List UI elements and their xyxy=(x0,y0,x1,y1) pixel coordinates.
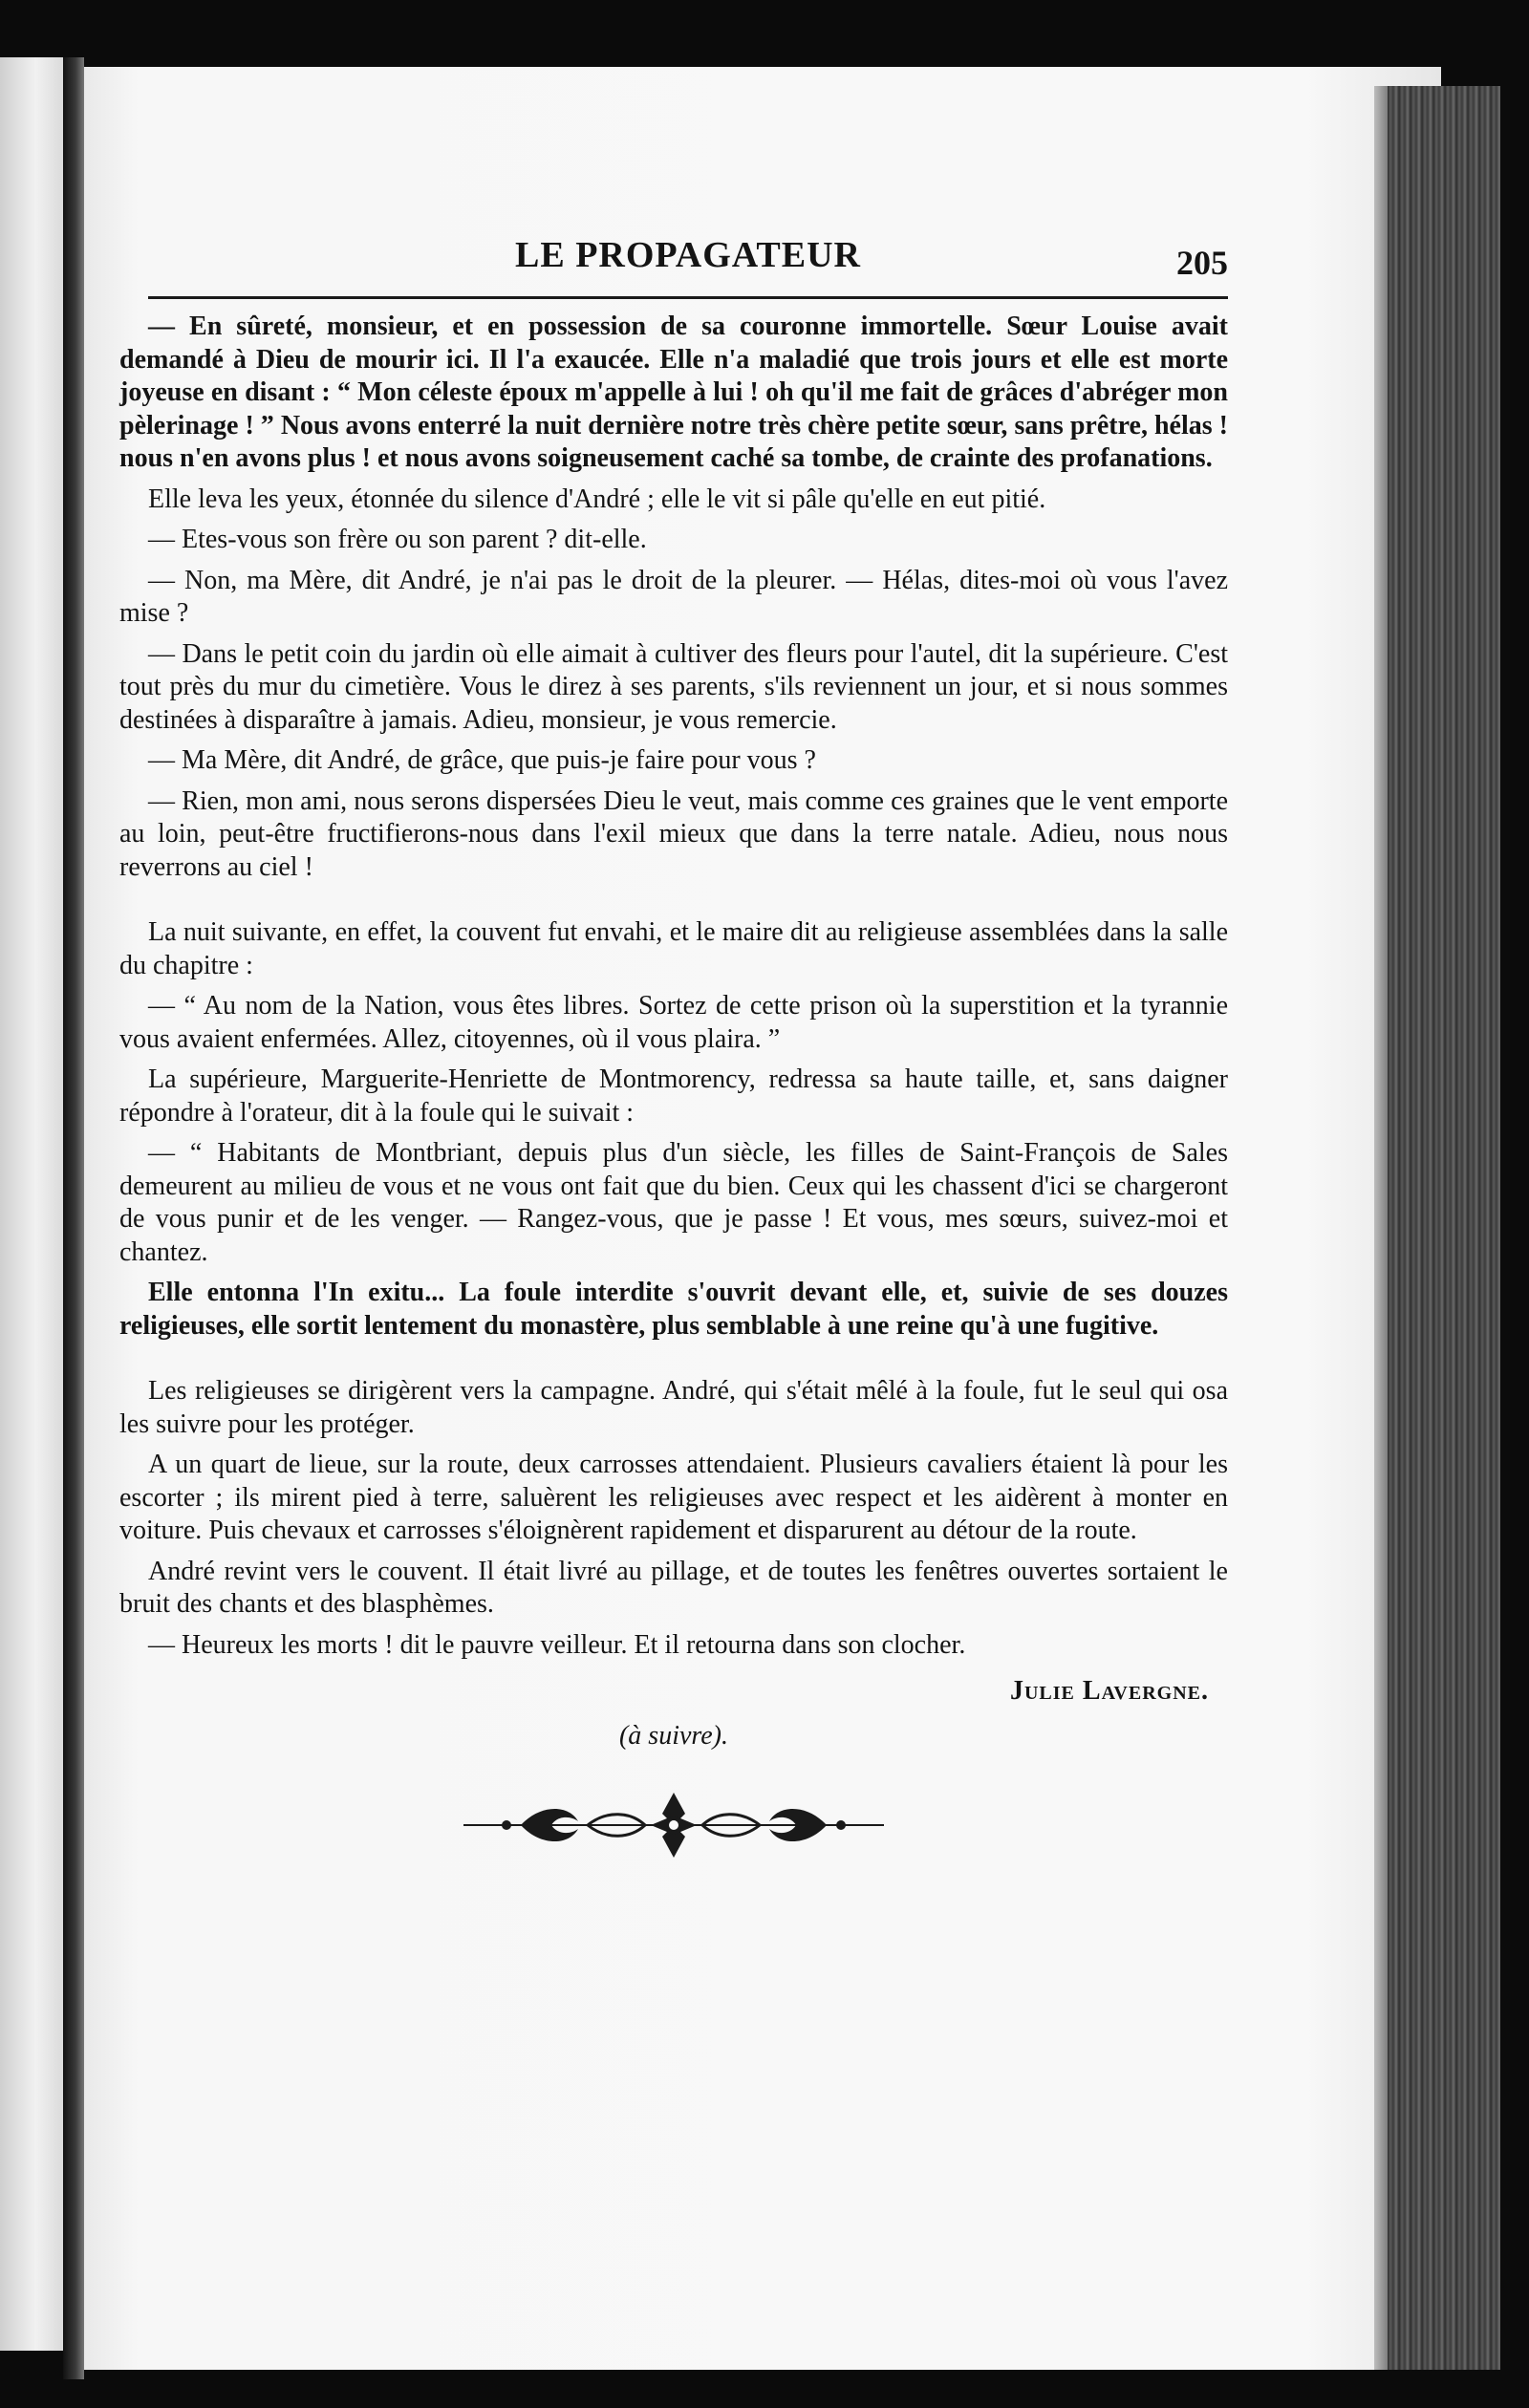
left-page-edge xyxy=(0,57,65,2351)
gutter-shadow xyxy=(63,57,84,2379)
paragraph: Les religieuses se dirigèrent vers la campagne. André, qui s'était mêlé à la foule, fut le seul qui osa les suivre pour les protéger. xyxy=(119,1376,1228,1439)
page-number: 205 xyxy=(1176,244,1228,282)
paragraph: — “ Habitants de Montbriant, depuis plus d'un siècle, les filles de Saint-François de Sales demeurent au milieu de vous et ne vous ont fait que du bien. Ceux qui les chassent d'ici se chargeront de vous punir et de les venger. — Rangez-vous, que je passe ! Et vous, mes sœurs, suivez-moi et chantez. xyxy=(119,1138,1228,1267)
article-body xyxy=(119,311,1228,1662)
paragraph: Elle entonna l'In exitu... La foule interdite s'ouvrit devant elle, et, suivie de ses douzes religieuses, elle sortit lentement du monastère, plus semblable à une reine qu'à une fugitive. xyxy=(119,1278,1228,1341)
paragraph: La nuit suivante, en effet, la couvent fut envahi, et le maire dit au religieuse assemblées dans la salle du chapitre : xyxy=(119,917,1228,980)
running-title: LE PROPAGATEUR xyxy=(515,235,861,275)
running-header xyxy=(148,235,1228,299)
paragraph: Elle leva les yeux, étonnée du silence d'André ; elle le vit si pâle qu'elle en eut pitié. xyxy=(148,484,1046,514)
paragraph: André revint vers le couvent. Il était livré au pillage, et de toutes les fenêtres ouvertes sortaient le bruit des chants et des blasphèmes. xyxy=(119,1556,1228,1619)
paragraph: A un quart de lieue, sur la route, deux carrosses attendaient. Plusieurs cavaliers étaient là pour les escorter ; ils mirent pied à terre, saluèrent les religieuses avec respect et les aidèrent à monter en voiture. Puis chevaux et carrosses s'éloignèrent rapidement et disparurent au détour de la route. xyxy=(119,1450,1228,1545)
page-content xyxy=(119,235,1228,1863)
paragraph: — “ Au nom de la Nation, vous êtes libres. Sortez de cette prison où la superstition et la tyrannie vous avaient enfermées. Allez, citoyennes, où il vous plaira. ” xyxy=(119,991,1228,1054)
section-gap xyxy=(119,892,1228,916)
paragraph: — Dans le petit coin du jardin où elle aimait à cultiver des fleurs pour l'autel, dit la supérieure. C'est tout près du mur du cimetière. Vous le direz à ses parents, s'ils reviennent un jour, et si nous sommes destinées à disparaître à jamais. Adieu, monsieur, je vous remercie. xyxy=(119,638,1228,735)
paragraph: — Ma Mère, dit André, de grâce, que puis-je faire pour vous ? xyxy=(148,745,816,775)
paragraph: — Rien, mon ami, nous serons dispersées Dieu le veut, mais comme ces graines que le vent emporte au loin, peut-être fructifierons-nous dans l'exil mieux que dans la terre natale. Adieu, nous nous reverrons au ciel ! xyxy=(119,785,1228,882)
author-signature: Julie Lavergne. xyxy=(1009,1676,1209,1706)
paragraph: — Non, ma Mère, dit André, je n'ai pas le droit de la pleurer. — Hélas, dites-moi où vous l'avez mise ? xyxy=(119,565,1228,628)
section-gap xyxy=(119,1350,1228,1375)
book-spine xyxy=(1388,86,1500,2370)
paragraph: — En sûreté, monsieur, et en possession de sa couronne immortelle. Sœur Louise avait demandé à Dieu de mourir ici. Il l'a exaucée. Elle n'a maladié que trois jours et elle est morte joyeuse en disant : “ Mon céleste époux m'appelle à lui ! oh qu'il me fait de grâces d'abréger mon pèlerinage ! ” Nous avons enterré la nuit dernière notre très chère petite sœur, sans prêtre, hélas ! nous n'en avons plus ! et nous avons soigneusement caché sa tombe, de crainte des profanations. xyxy=(119,312,1228,473)
paragraph: — Heureux les morts ! dit le pauvre veilleur. Et il retourna dans son clocher. xyxy=(148,1629,966,1660)
paragraph: — Etes-vous son frère ou son parent ? dit-elle. xyxy=(148,525,647,554)
continued-note: (à suivre). xyxy=(618,1720,729,1751)
fleuron-ornament-icon xyxy=(463,1787,884,1863)
paragraph: La supérieure, Marguerite-Henriette de Montmorency, redressa sa haute taille, et, sans daigner répondre à l'orateur, dit à la foule qui le suivait : xyxy=(119,1064,1228,1128)
